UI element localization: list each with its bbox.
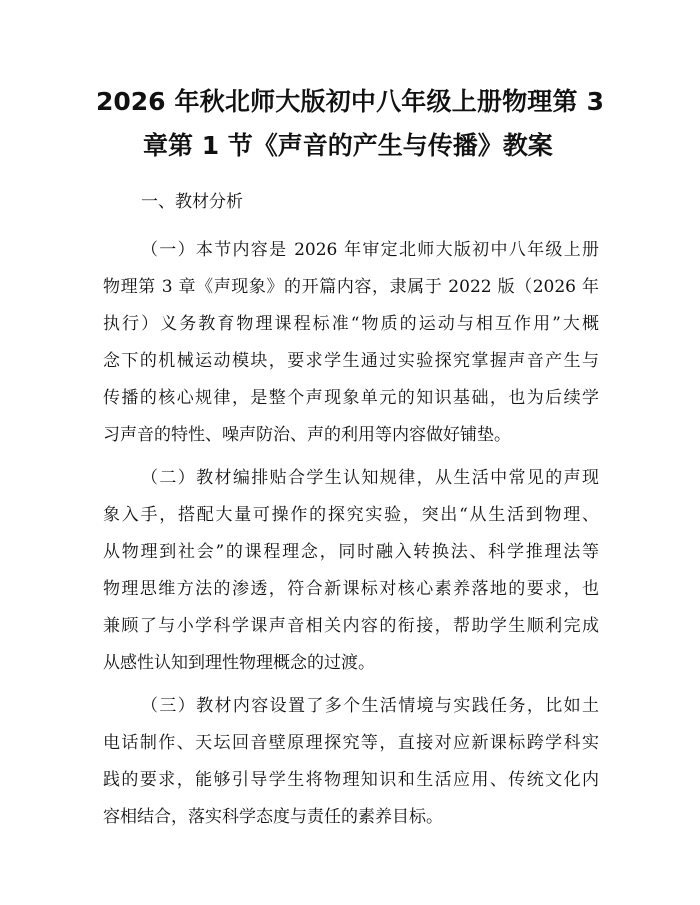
paragraph-line: 电话制作、天坛回音壁原理探究等，直接对应新课标跨学科实 [103, 733, 599, 753]
paragraph-line: 象入手，搭配大量可操作的探究实验，突出“从生活到物理、 [103, 505, 599, 525]
document-title-line-1: 2026 年秋北师大版初中八年级上册物理第 3 [96, 87, 604, 116]
paragraph-line: 从物理到社会”的课程理念，同时融入转换法、科学推理法等 [103, 542, 599, 562]
paragraph-line: 传播的核心规律，是整个声现象单元的知识基础，也为后续学 [103, 388, 599, 408]
document-title-line-2: 章第 1 节《声音的产生与传播》教案 [143, 131, 553, 160]
paragraph-line: （一）本节内容是 2026 年审定北师大版初中八年级上册 [141, 240, 599, 260]
paragraph-line: 执行）义务教育物理课程标准“物质的运动与相互作用”大概 [103, 314, 599, 334]
paragraph-line: 习声音的特性、噪声防治、声的利用等内容做好铺垫。 [103, 425, 511, 445]
paragraph-line: 物理第 3 章《声现象》的开篇内容，隶属于 2022 版（2026 年 [103, 277, 599, 297]
paragraph-line: 从感性认知到理性物理概念的过渡。 [103, 653, 375, 673]
paragraph-line: 容相结合，落实科学态度与责任的素养目标。 [103, 807, 443, 827]
paragraph-line: 兼顾了与小学科学课声音相关内容的衔接，帮助学生顺利完成 [103, 616, 599, 636]
paragraph-line: 物理思维方法的渗透，符合新课标对核心素养落地的要求，也 [103, 579, 599, 599]
paragraph-line: （三）教材内容设置了多个生活情境与实践任务，比如土 [141, 696, 599, 716]
paragraph-line: 念下的机械运动模块，要求学生通过实验探究掌握声音产生与 [103, 351, 599, 371]
section-heading: 一、教材分析 [141, 192, 243, 212]
paragraph-line: （二）教材编排贴合学生认知规律，从生活中常见的声现 [141, 468, 599, 488]
paragraph-line: 践的要求，能够引导学生将物理知识和生活应用、传统文化内 [103, 770, 599, 790]
